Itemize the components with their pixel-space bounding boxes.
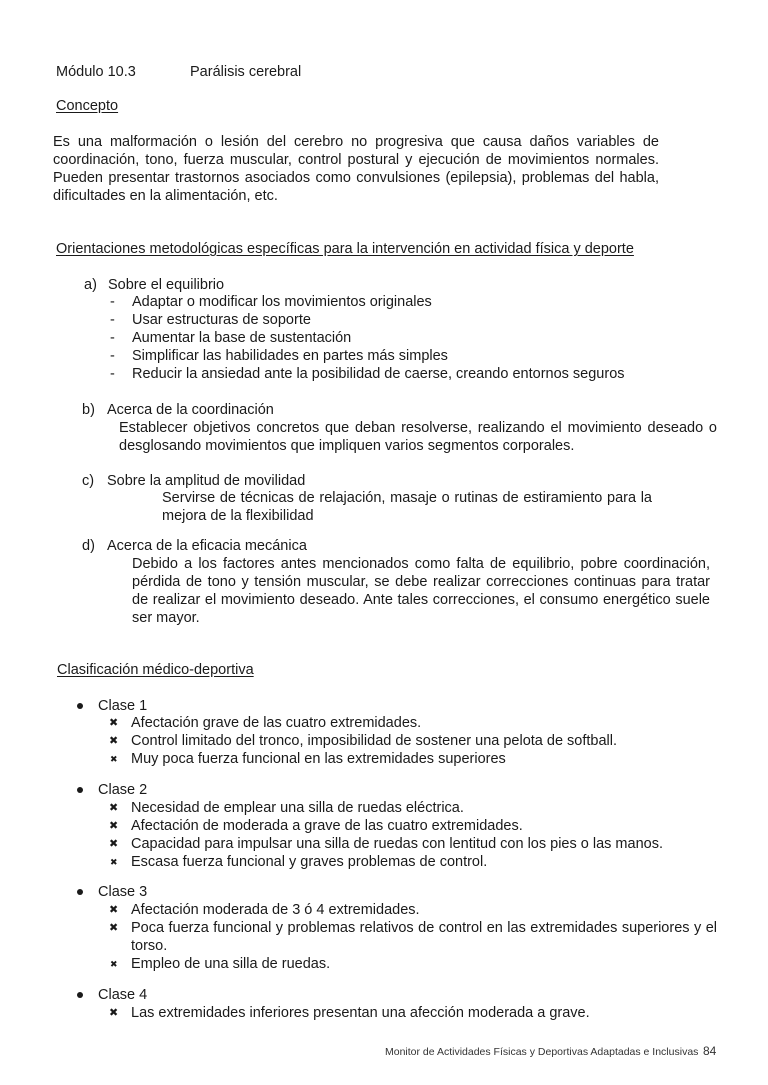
x-mark-icon: ✖ xyxy=(109,922,119,934)
module-title: Parálisis cerebral xyxy=(190,64,302,80)
dash: - xyxy=(110,294,115,310)
list-item: Muy poca fuerza funcional en las extremidades superiores xyxy=(131,751,506,767)
section-d-text: Debido a los factores antes mencionados como falta de equilibrio, pobre coordinación, pérdida de tono y tensión muscular, se debe realizar correcciones continuas para tratar de realizar el movimiento deseado. Ante tales correcciones, el consumo energético suele ser mayor. xyxy=(132,556,710,626)
list-item: Afectación grave de las cuatro extremidades. xyxy=(131,715,422,731)
x-mark-icon: ✖ xyxy=(109,735,119,747)
classification-heading: Clasificación médico-deportiva xyxy=(57,662,254,678)
x-mark-icon: ✖ xyxy=(109,820,119,832)
concept-heading: Concepto xyxy=(56,98,119,114)
x-mark-icon: ✖ xyxy=(110,857,118,867)
bullet-icon xyxy=(77,889,83,895)
x-mark-icon: ✖ xyxy=(110,754,118,764)
list-item: Control limitado del tronco, imposibilidad de sostener una pelota de softball. xyxy=(131,733,618,749)
bullet-icon xyxy=(77,787,83,793)
section-a-title: Sobre el equilibrio xyxy=(108,277,225,293)
list-item: Las extremidades inferiores presentan una afección moderada a grave. xyxy=(131,1005,590,1021)
list-item: Poca fuerza funcional y problemas relativos de control en las extremidades superiores y el torso. xyxy=(131,920,717,954)
section-c-title: Sobre la amplitud de movilidad xyxy=(107,473,306,489)
dash: - xyxy=(110,366,115,382)
list-item: Adaptar o modificar los movimientos originales xyxy=(132,294,432,310)
x-mark-icon: ✖ xyxy=(110,959,118,969)
orientations-heading: Orientaciones metodológicas específicas para la intervención en actividad física y deporte xyxy=(56,241,634,257)
list-item: Necesidad de emplear una silla de ruedas eléctrica. xyxy=(131,800,464,816)
bullet-icon xyxy=(77,703,83,709)
section-a-marker: a) xyxy=(84,277,97,293)
section-c-marker: c) xyxy=(82,473,95,489)
list-item: Usar estructuras de soporte xyxy=(132,312,311,328)
class-3-label: Clase 3 xyxy=(98,884,148,900)
bullet-icon xyxy=(77,992,83,998)
concept-text: Es una malformación o lesión del cerebro no progresiva que causa daños variables de coordinación, tono, fuerza muscular, control postural y ejecución de movimientos normales. Pueden presentar trastornos asociados como convulsiones (epilepsia), problemas del habla, dificultades en la alimentación, etc. xyxy=(53,134,659,204)
list-item: Afectación de moderada a grave de las cuatro extremidades. xyxy=(131,818,523,834)
section-b-marker: b) xyxy=(82,402,95,418)
section-b-text: Establecer objetivos concretos que deban resolverse, realizando el movimiento deseado o desglosando movimientos que impliquen varios segmentos corporales. xyxy=(119,420,717,454)
x-mark-icon: ✖ xyxy=(109,904,119,916)
section-d-title: Acerca de la eficacia mecánica xyxy=(107,538,307,554)
dash: - xyxy=(110,348,115,364)
x-mark-icon: ✖ xyxy=(109,838,119,850)
list-item: Aumentar la base de sustentación xyxy=(132,330,352,346)
dash: - xyxy=(110,312,115,328)
class-1-label: Clase 1 xyxy=(98,698,148,714)
list-item: Reducir la ansiedad ante la posibilidad de caerse, creando entornos seguros xyxy=(132,366,625,382)
list-item: Empleo de una silla de ruedas. xyxy=(131,956,331,972)
page-number: 84 xyxy=(703,1044,717,1058)
section-c-text: Servirse de técnicas de relajación, masaje o rutinas de estiramiento para la mejora de la flexibilidad xyxy=(162,490,652,524)
list-item: Afectación moderada de 3 ó 4 extremidades. xyxy=(131,902,420,918)
list-item: Simplificar las habilidades en partes más simples xyxy=(132,348,448,364)
x-mark-icon: ✖ xyxy=(109,1007,119,1019)
x-mark-icon: ✖ xyxy=(109,717,119,729)
class-4-label: Clase 4 xyxy=(98,987,148,1003)
list-item: Capacidad para impulsar una silla de ruedas con lentitud con los pies o las manos. xyxy=(131,836,663,852)
footer-text: Monitor de Actividades Físicas y Deportivas Adaptadas e Inclusivas xyxy=(385,1046,699,1058)
dash: - xyxy=(110,330,115,346)
section-b-title: Acerca de la coordinación xyxy=(107,402,274,418)
module-number: Módulo 10.3 xyxy=(56,64,136,80)
x-mark-icon: ✖ xyxy=(109,802,119,814)
list-item: Escasa fuerza funcional y graves problemas de control. xyxy=(131,854,488,870)
class-2-label: Clase 2 xyxy=(98,782,148,798)
section-d-marker: d) xyxy=(82,538,95,554)
